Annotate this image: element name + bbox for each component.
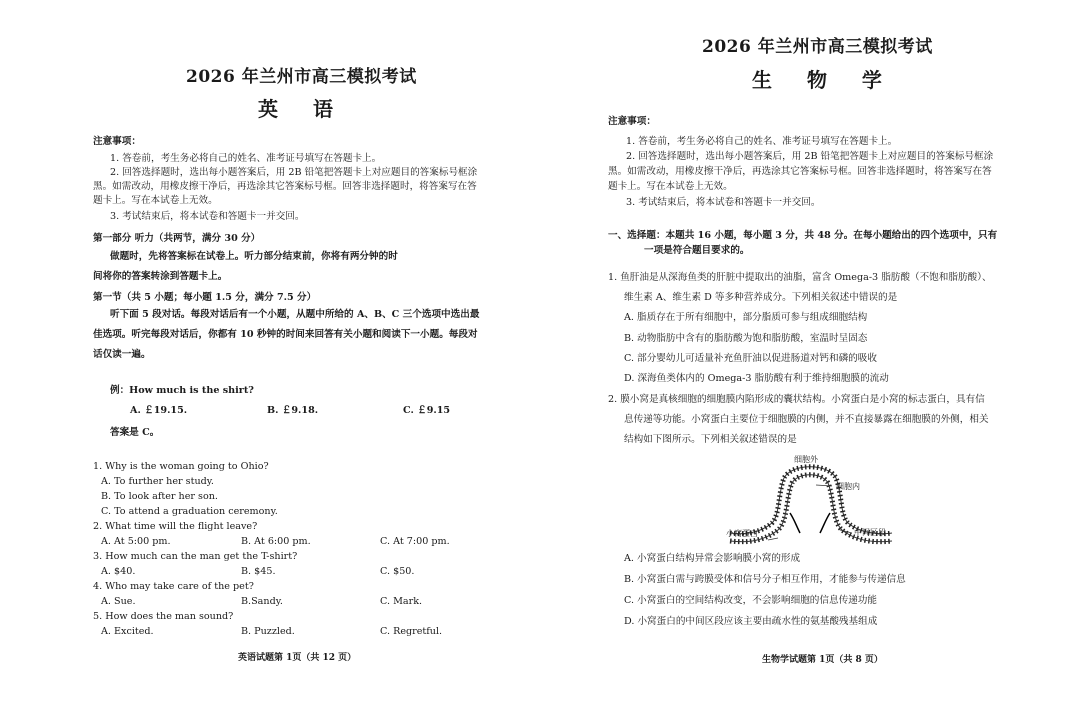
exam-title: 2026 年兰州市高三模拟考试 — [186, 67, 417, 87]
section-intro: 听下面 5 段对话。每段对话后有一个小题，从题中所给的 A、B、C 三个选项中选出最 — [110, 309, 480, 320]
question: 4. Who may take care of the pet? — [93, 581, 254, 592]
label-outside: 细胞外 — [794, 455, 818, 464]
option: C. Regretful. — [380, 626, 443, 637]
notice-item: 2. 回答选择题时，选出每小题答案后，用 2B 铅笔把答题卡上对应题目的答案标号框涂 — [110, 167, 478, 178]
option: A. $40. — [101, 566, 136, 577]
notice-item: 3. 考试结束后，将本试卷和答题卡一并交回。 — [110, 211, 305, 222]
notice-item: 黑。如需改动，用橡皮擦干净后，再选涂其它答案标号框。回答非选择题时，将答案写在答 — [608, 166, 992, 177]
example-answer: 答案是 C。 — [110, 427, 160, 438]
option: B. To look after her son. — [101, 491, 218, 502]
caveola-diagram — [720, 453, 910, 548]
notice-item: 黑。如需改动，用橡皮擦干净后，再选涂其它答案标号框。回答非选择题时，将答案写在答 — [93, 181, 477, 192]
option: A. Excited. — [101, 626, 154, 637]
option: B. $45. — [241, 566, 276, 577]
notice-item: 3. 考试结束后，将本试卷和答题卡一并交回。 — [626, 197, 821, 208]
question: 息传递等功能。小窝蛋白主要位于细胞膜的内侧，并不直接暴露在细胞膜的外侧，相关 — [624, 414, 989, 425]
option: C. 小窝蛋白的空间结构改变，不会影响细胞的信息传递功能 — [624, 595, 877, 606]
label-caveolin: 小窝蛋白 — [726, 529, 758, 538]
example-option: A. ￡19.15. — [130, 405, 188, 416]
section-intro: 佳选项。听完每段对话后，你都有 10 秒钟的时间来回答有关小题和阅读下一小题。每段对 — [93, 329, 478, 340]
section-title: 一、选择题：本题共 16 小题，每小题 3 分，共 48 分。在每小题给出的四个选项中，只有 — [608, 230, 998, 241]
option: A. Sue. — [101, 596, 136, 607]
option: A. 小窝蛋白结构异常会影响膜小窝的形成 — [624, 553, 801, 564]
option: B. At 6:00 pm. — [241, 536, 311, 547]
notice-item: 2. 回答选择题时，选出每小题答案后，用 2B 铅笔把答题卡上对应题目的答案标号框涂 — [626, 151, 994, 162]
question: 3. How much can the man get the T-shirt? — [93, 551, 298, 562]
exam-title: 2026 年兰州市高三模拟考试 — [702, 37, 933, 57]
option: A. At 5:00 pm. — [101, 536, 171, 547]
part-title: 第一部分 听力（共两节，满分 30 分） — [93, 233, 261, 244]
option: B. Puzzled. — [241, 626, 295, 637]
notice-item: 1. 答卷前，考生务必将自己的姓名、准考证号填写在答题卡上。 — [110, 153, 382, 164]
section-title: 一项是符合题目要求的。 — [644, 245, 750, 256]
notice-heading: 注意事项： — [608, 116, 656, 127]
question: 2. 膜小窝是真核细胞的细胞膜内陷形成的囊状结构。小窝蛋白是小窝的标志蛋白，具有信 — [608, 394, 985, 405]
notice-item: 题卡上。写在本试卷上无效。 — [608, 181, 733, 192]
part-intro: 间将你的答案转涂到答题卡上。 — [93, 271, 228, 282]
question: 结构如下图所示。下列相关叙述错误的是 — [624, 434, 797, 445]
biology-exam-page — [540, 0, 1080, 711]
example-option: B. ￡9.18. — [267, 405, 319, 416]
option: A. To further her study. — [101, 476, 214, 487]
option: C. At 7:00 pm. — [380, 536, 450, 547]
page-footer: 生物学试题第 1页（共 8 页） — [762, 655, 883, 665]
part-intro: 做题时，先将答案标在试卷上。听力部分结束前，你将有两分钟的时 — [110, 251, 398, 262]
option: B. 小窝蛋白需与跨膜受体和信号分子相互作用，才能参与传递信息 — [624, 574, 906, 585]
section-title: 第一节（共 5 小题；每小题 1.5 分，满分 7.5 分） — [93, 292, 317, 303]
question: 1. Why is the woman going to Ohio? — [93, 461, 269, 472]
question: 2. What time will the flight leave? — [93, 521, 258, 532]
option: D. 深海鱼类体内的 Omega-3 脂肪酸有利于维持细胞膜的流动 — [624, 373, 889, 384]
subject-title: 生 物 学 — [752, 68, 896, 92]
label-inside: 细胞内 — [836, 482, 860, 491]
subject-title: 英 语 — [258, 97, 347, 121]
option: C. $50. — [380, 566, 415, 577]
option: B.Sandy. — [241, 596, 283, 607]
option: A. 脂质存在于所有细胞中，部分脂质可参与组成细胞结构 — [624, 312, 868, 323]
question: 5. How does the man sound? — [93, 611, 234, 622]
notice-heading: 注意事项： — [93, 136, 141, 147]
option: C. To attend a graduation ceremony. — [101, 506, 278, 517]
section-intro: 话仅读一遍。 — [93, 349, 151, 360]
notice-item: 题卡上。写在本试卷上无效。 — [93, 195, 218, 206]
question: 维生素 A、维生素 D 等多种营养成分。下列相关叙述中错误的是 — [624, 292, 898, 303]
example-option: C. ￡9.15 — [403, 405, 451, 416]
option: C. 部分婴幼儿可适量补充鱼肝油以促进肠道对钙和磷的吸收 — [624, 353, 877, 364]
question: 1. 鱼肝油是从深海鱼类的肝脏中提取出的油脂，富含 Omega-3 脂肪酸（不饱和脂肪酸）、 — [608, 272, 992, 283]
option: D. 小窝蛋白的中间区段应该主要由疏水性的氨基酸残基组成 — [624, 616, 878, 627]
page-footer: 英语试题第 1页（共 12 页） — [238, 653, 357, 663]
option: B. 动物脂肪中含有的脂肪酸为饱和脂肪酸，室温时呈固态 — [624, 333, 868, 344]
option: C. Mark. — [380, 596, 423, 607]
example-question: 例：How much is the shirt? — [110, 385, 254, 396]
notice-item: 1. 答卷前，考生务必将自己的姓名、准考证号填写在答题卡上。 — [626, 136, 898, 147]
label-middle-segment: 中间区段 — [854, 528, 886, 537]
